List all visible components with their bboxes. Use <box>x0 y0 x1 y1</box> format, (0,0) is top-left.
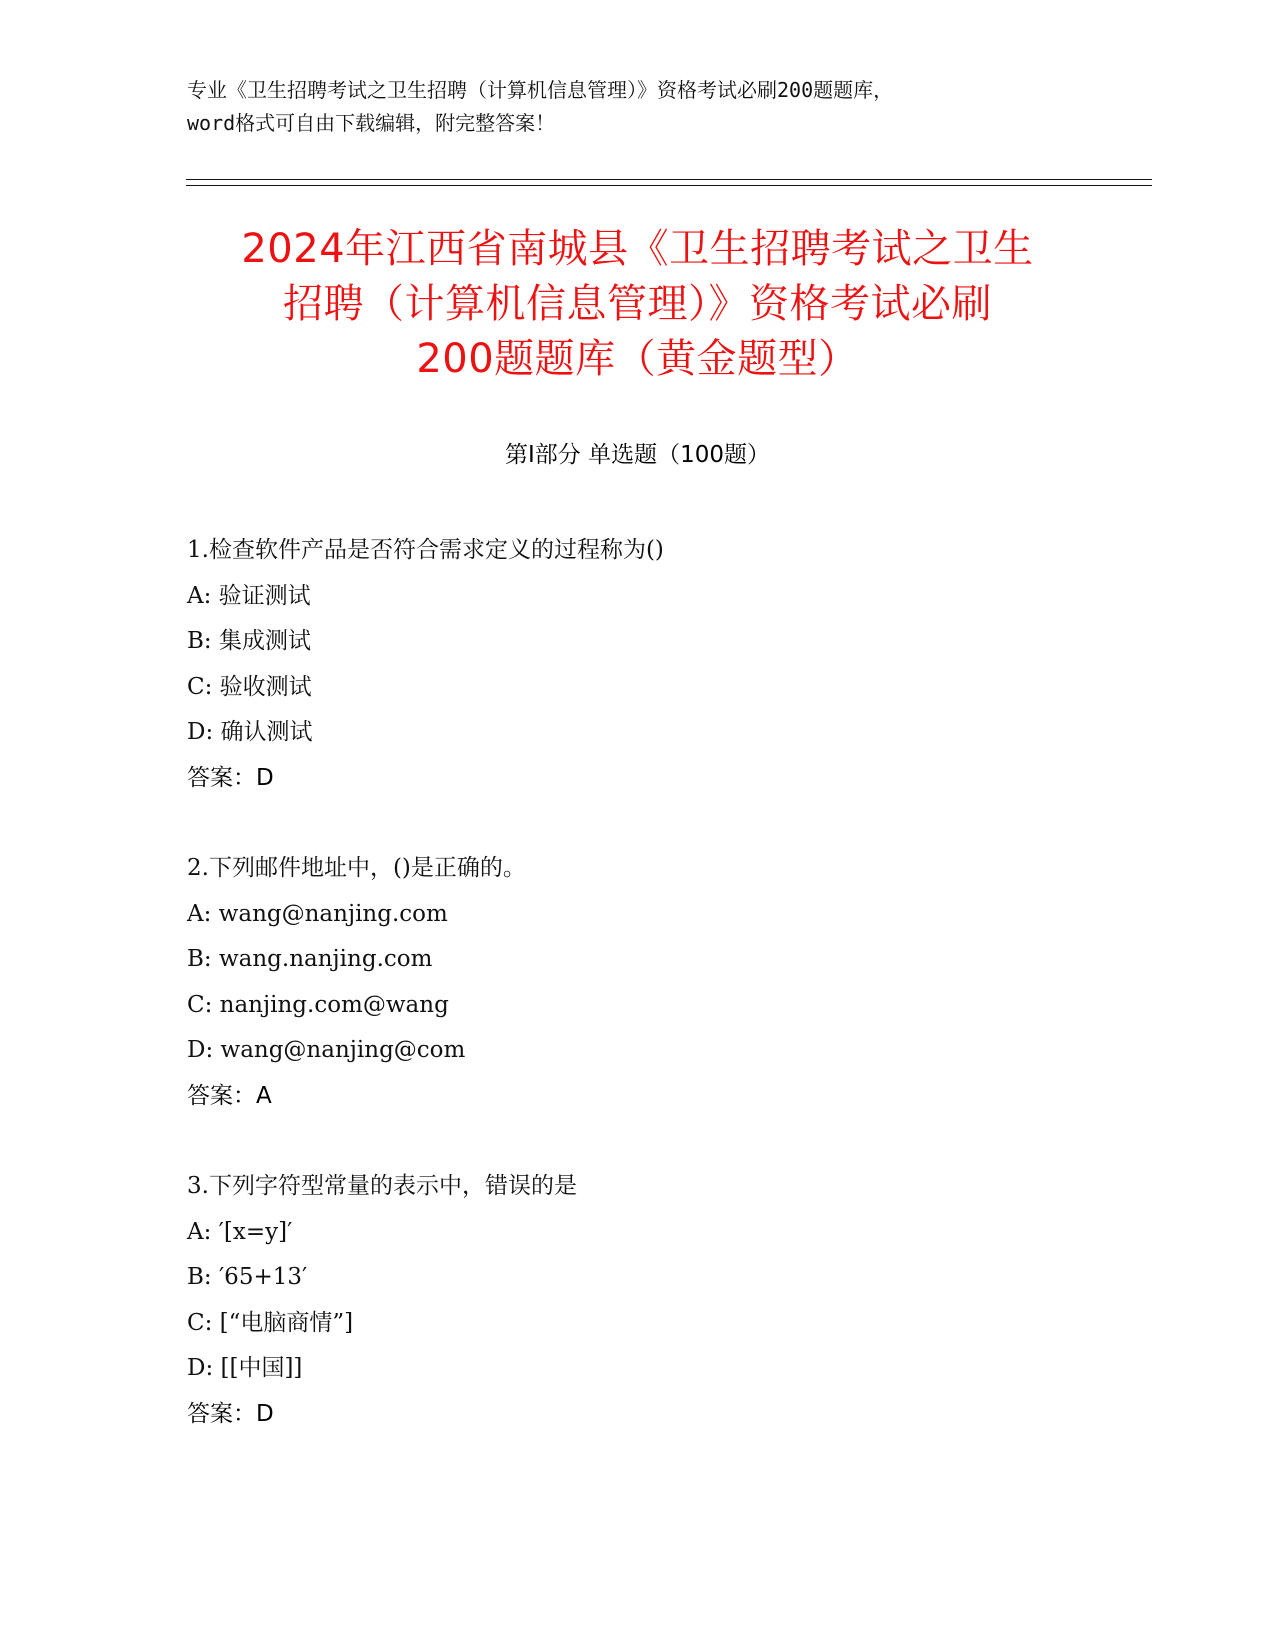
question-stem: 2.下列邮件地址中，()是正确的。 <box>187 855 526 881</box>
option-c: C: 验收测试 <box>187 673 312 700</box>
option-d: D: [[中国]] <box>187 1355 303 1381</box>
question-item <box>187 528 1087 801</box>
document-title-line-3: 200题题库（黄金题型） <box>416 336 859 382</box>
option-a: A: ′[x=y]′ <box>187 1218 293 1245</box>
header-divider-bottom <box>186 185 1152 186</box>
document-title-line-1: 2024年江西省南城县《卫生招聘考试之卫生 <box>241 226 1034 272</box>
option-a: A: 验证测试 <box>187 582 311 609</box>
question-stem: 1.检查软件产品是否符合需求定义的过程称为() <box>187 537 664 563</box>
document-title-line-2: 招聘（计算机信息管理）》资格考试必刷 <box>283 281 992 327</box>
option-c: C: nanjing.com@wang <box>187 991 449 1018</box>
question-stem: 3.下列字符型常量的表示中，错误的是 <box>187 1173 577 1199</box>
answer-line: 答案：A <box>187 1082 272 1109</box>
option-b: B: 集成测试 <box>187 628 311 654</box>
option-d: D: wang@nanjing@com <box>187 1037 466 1063</box>
answer-line: 答案：D <box>187 1400 274 1427</box>
option-a: A: wang@nanjing.com <box>187 900 448 927</box>
header-note-line-1: 专业《卫生招聘考试之卫生招聘（计算机信息管理）》资格考试必刷200题题库， <box>187 78 894 102</box>
question-item <box>187 1164 1087 1437</box>
option-c: C: [“电脑商情”] <box>187 1309 354 1336</box>
option-b: B: ′65+13′ <box>187 1264 308 1290</box>
header-note <box>187 74 1107 140</box>
option-b: B: wang.nanjing.com <box>187 946 433 972</box>
answer-line: 答案：D <box>187 764 274 791</box>
question-item <box>187 846 1087 1119</box>
header-note-line-2: word格式可自由下载编辑，附完整答案！ <box>187 111 556 135</box>
header-divider-top <box>186 179 1152 180</box>
section-heading: 第Ⅰ部分 单选题（100题） <box>505 442 770 468</box>
option-d: D: 确认测试 <box>187 719 313 745</box>
document-title <box>160 222 1115 387</box>
